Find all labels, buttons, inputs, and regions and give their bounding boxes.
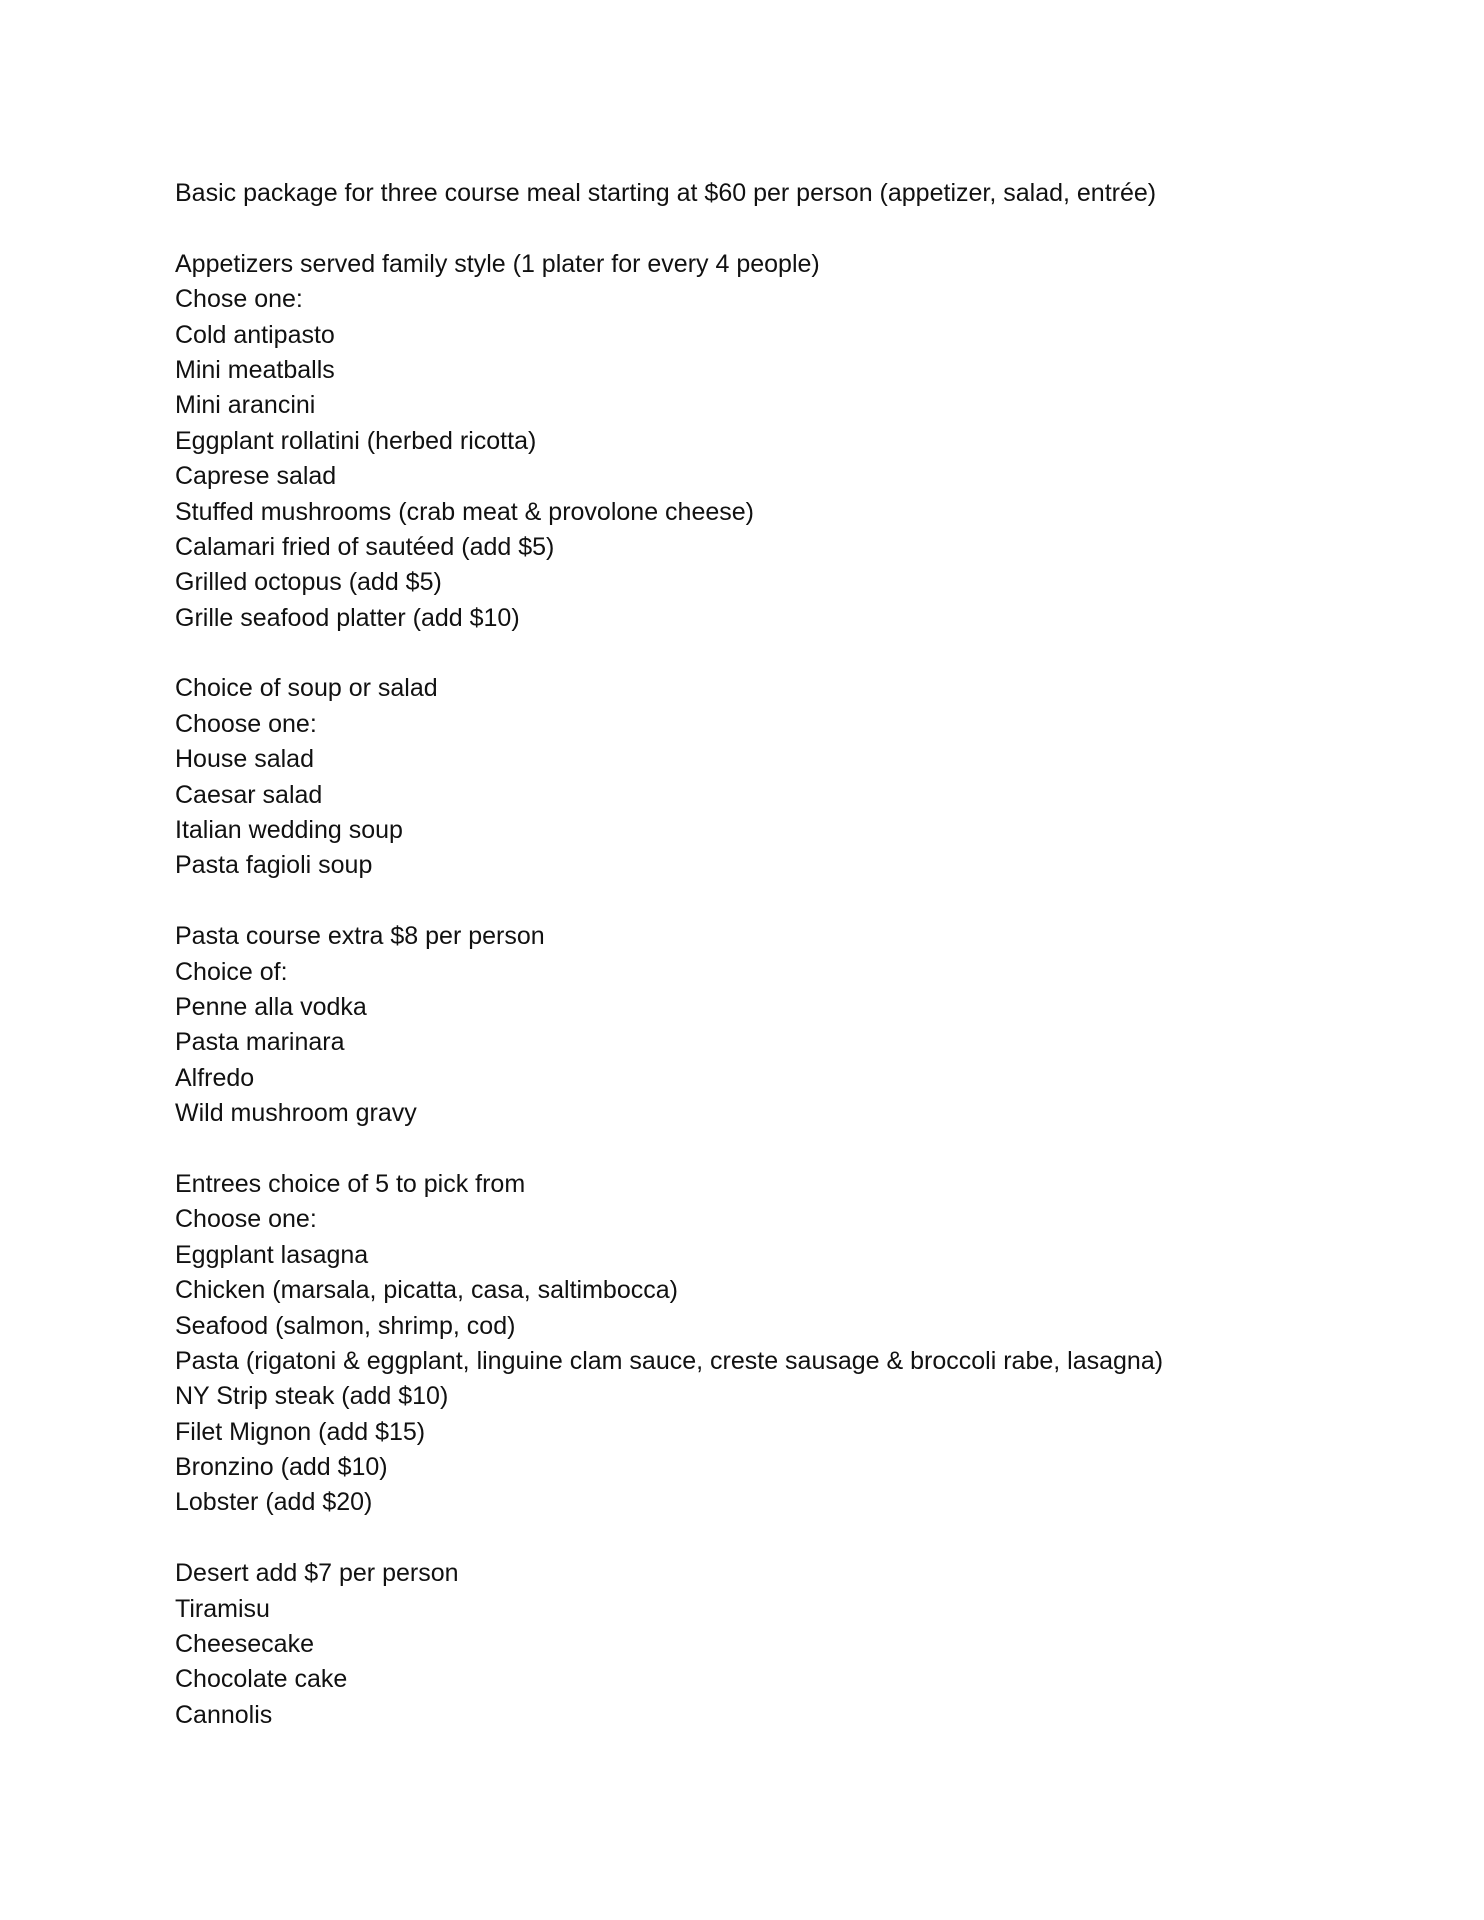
list-item: Pasta fagioli soup bbox=[175, 851, 373, 880]
appetizers-section bbox=[175, 247, 1435, 636]
list-item: Mini arancini bbox=[175, 391, 316, 420]
section-heading: Appetizers served family style (1 plater for every 4 people) bbox=[175, 249, 820, 278]
section-instruction: Chose one: bbox=[175, 285, 303, 314]
list-item: Grille seafood platter (add $10) bbox=[175, 603, 520, 632]
section-heading: Desert add $7 per person bbox=[175, 1559, 459, 1588]
list-item: Chicken (marsala, picatta, casa, saltimbocca) bbox=[175, 1276, 678, 1305]
soup-salad-section bbox=[175, 671, 1435, 883]
list-item: Seafood (salmon, shrimp, cod) bbox=[175, 1311, 516, 1340]
list-item: Alfredo bbox=[175, 1063, 255, 1092]
list-item: Eggplant rollatini (herbed ricotta) bbox=[175, 426, 537, 455]
section-instruction: Choose one: bbox=[175, 1205, 317, 1234]
list-item: Bronzino (add $10) bbox=[175, 1453, 388, 1482]
list-item: Calamari fried of sautéed (add $5) bbox=[175, 532, 555, 561]
list-item: House salad bbox=[175, 745, 314, 774]
list-item: Filet Mignon (add $15) bbox=[175, 1417, 426, 1446]
list-item: Caprese salad bbox=[175, 462, 337, 491]
list-item: Tiramisu bbox=[175, 1594, 270, 1623]
section-heading: Choice of soup or salad bbox=[175, 674, 438, 703]
section-heading: Entrees choice of 5 to pick from bbox=[175, 1169, 526, 1198]
intro-text: Basic package for three course meal starting at $60 per person (appetizer, salad, entrée) bbox=[175, 179, 1157, 207]
list-item: Italian wedding soup bbox=[175, 816, 403, 845]
list-item: Wild mushroom gravy bbox=[175, 1099, 417, 1128]
list-item: Lobster (add $20) bbox=[175, 1488, 373, 1517]
list-item: Pasta marinara bbox=[175, 1028, 345, 1057]
list-item: Cheesecake bbox=[175, 1630, 314, 1659]
list-item: Pasta (rigatoni & eggplant, linguine clam sauce, creste sausage & broccoli rabe, lasagna) bbox=[175, 1346, 1164, 1375]
list-item: Grilled octopus (add $5) bbox=[175, 568, 442, 597]
list-item: Chocolate cake bbox=[175, 1665, 348, 1694]
dessert-section bbox=[175, 1556, 1435, 1733]
list-item: NY Strip steak (add $10) bbox=[175, 1382, 449, 1411]
list-item: Cannolis bbox=[175, 1700, 273, 1729]
section-instruction: Choice of: bbox=[175, 957, 288, 986]
entrees-section bbox=[175, 1167, 1435, 1521]
list-item: Stuffed mushrooms (crab meat & provolone cheese) bbox=[175, 497, 754, 526]
pasta-section bbox=[175, 919, 1435, 1131]
menu-content bbox=[175, 176, 1435, 1733]
list-item: Eggplant lasagna bbox=[175, 1240, 369, 1269]
section-instruction: Choose one: bbox=[175, 709, 317, 738]
section-heading: Pasta course extra $8 per person bbox=[175, 922, 545, 951]
list-item: Cold antipasto bbox=[175, 320, 335, 349]
list-item: Mini meatballs bbox=[175, 355, 335, 384]
list-item: Caesar salad bbox=[175, 780, 323, 809]
list-item: Penne alla vodka bbox=[175, 992, 367, 1021]
